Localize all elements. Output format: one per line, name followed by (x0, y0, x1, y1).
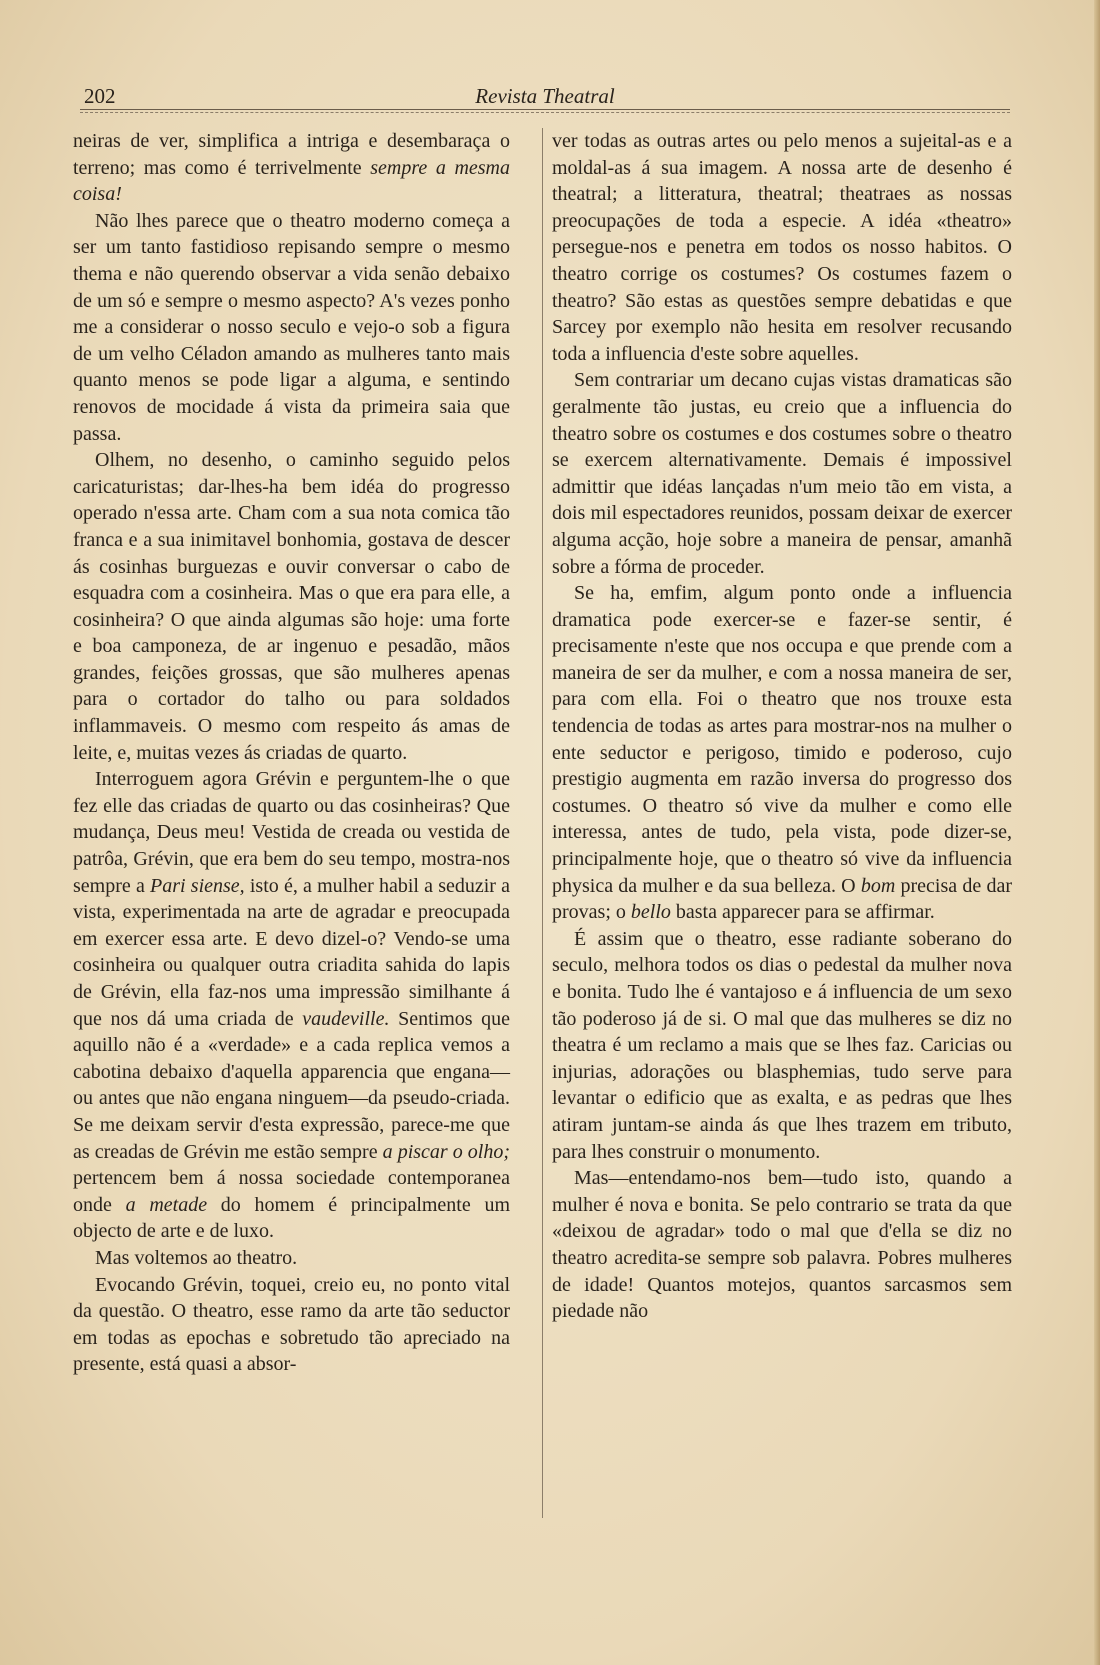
paragraph: Se ha, emfim, algum ponto onde a influencia dramatica pode exercer-se e fazer-se sentir, é precisamente n'este que nos occupa e que prende com a maneira de ser da mulher, e com a nossa maneira de ser, para com ella. Foi o theatro que nos trouxe esta tendencia de todas as artes para mostrar-nos na mulher o ente seductor e perigoso, timido e poderoso, cujo prestigio augmenta em razão inversa do progresso dos costumes. O theatro só vive da mulher e como elle interessa, antes de tudo, pela vista, pode dizer-se, principalmente hoje, que o theatro só vive da influencia physica da mulher e da sua belleza. O bom precisa de dar provas; o bello basta apparecer para se affirmar. (552, 582, 1012, 924)
paragraph: Evocando Grévin, toquei, creio eu, no ponto vital da questão. O theatro, esse ramo da arte tão seductor em todas as epochas e sobretudo tão apreciado na presente, está quasi a absor- (73, 1273, 510, 1376)
header-rule-dashed (80, 112, 1010, 113)
header-rule (80, 109, 1010, 110)
paragraph: É assim que o theatro, esse radiante soberano do seculo, melhora todos os dias o pedestal da mulher nova e bonita. Tudo lhe é vantajoso e á influencia de um sexo tão poderoso já de si. O mal que das mulheres se diz no theatra é um reclamo a mais que se lhes faz. Caricias ou injurias, adorações ou blasphemias, tudo serve para levantar o edificio que as exalta, e as pedras que lhes atiram juntam-se ainda ás que lhes trazem em tributo, para lhes construir o monumento. (552, 927, 1012, 1163)
page-edge (1094, 0, 1100, 1665)
paragraph: Mas voltemos ao theatro. (95, 1246, 298, 1269)
left-column (73, 128, 510, 1378)
right-column (552, 128, 1012, 1325)
running-header (80, 84, 1010, 110)
paragraph: Olhem, no desenho, o caminho seguido pelos caricaturistas; dar-lhes-ha bem idéa do progresso operado n'essa arte. Cham com a sua nota comica tão franca e a sua inimitavel bonhomia, gostava de descer ás cosinhas burguezas e ouvir conversar o cabo de esquadra com a cosinheira. Mas o que era para elle, a cosinheira? O que ainda algumas são hoje: uma forte e boa camponeza, de ar ingenuo e pesadão, mãos grandes, feições grossas, que são mulheres apenas para o cortador do talho ou para soldados inflammaveis. O mesmo com respeito ás amas de leite, e, muitas vezes ás criadas de quarto. (73, 449, 510, 764)
paragraph: Sem contrariar um decano cujas vistas dramaticas são geralmente tão justas, eu creio que a influencia do theatro sobre os costumes e dos costumes sobre o theatro se exercem alternativamente. Demais é impossivel admittir que idéas lançadas n'um meio tão em vista, a dois mil espectadores reunidos, possam deixar de exercer alguma acção, hoje sobre a maneira de pensar, amanhã sobre a fórma de proceder. (552, 369, 1012, 578)
paragraph: Não lhes parece que o theatro moderno começa a ser um tanto fastidioso repisando sempre o mesmo thema e não querendo observar a vida senão debaixo de um só e sempre o mesmo aspecto? A's vezes ponho me a considerar o nosso seculo e vejo-o sob a figura de um velho Céladon amando as mulheres tanto mais quanto menos se pode ligar a alguma, e sentindo renovos de mocidade á vista da primeira saia que passa. (73, 209, 510, 445)
column-divider (542, 128, 543, 1518)
paragraph: Mas—entendamo-nos bem—tudo isto, quando a mulher é nova e bonita. Se pelo contrario se trata da que «deixou de agradar» todo o mal que d'ella se diz no theatro acredita-se sempre sob palavra. Pobres mulheres de idade! Quantos motejos, quantos sarcasmos sem piedade não (552, 1167, 1012, 1323)
page-number: 202 (84, 84, 116, 108)
paragraph: ver todas as outras artes ou pelo menos a sujeital-as e a moldal-as á sua imagem. A nossa arte de desenho é theatral; a litteratura, theatral; theatraes as nossas preocupações de toda a especie. A idéa «theatro» persegue-nos e penetra em todos os nosso habitos. O theatro corrige os costumes? Os costumes fazem o theatro? São estas as questões sempre debatidas e que Sarcey por exemplo não hesita em resolver recusando toda a influencia d'este sobre aquelles. (552, 130, 1012, 365)
paragraph: Interroguem agora Grévin e perguntem-lhe o que fez elle das criadas de quarto ou das cosinheiras? Que mudança, Deus meu! Vestida de creada ou vestida de patrôa, Grévin, que era bem do seu tempo, mostra-nos sempre a Pari siense, isto é, a mulher habil a seduzir a vista, experimentada na arte de agradar e preocupada em exercer essa arte. E devo dizel-o? Vendo-se uma cosinheira ou qualquer outra criadita sahida do lapis de Grévin, ella faz-nos uma impressão similhante á que nos dá uma criada de vaudeville. Sentimos que aquillo não é a «verdade» e a cada replica vemos a cabotina debaixo d'aquella apparencia que engana—ou antes que não engana ninguem—da pseudo-criada. Se me deixam servir d'esta expressão, parece-me que as creadas de Grévin me estão sempre a piscar o olho; pertencem bem á nossa sociedade contemporanea onde a metade do homem é principalmente um objecto de arte e de luxo. (73, 768, 511, 1243)
journal-title: Revista Theatral (475, 84, 615, 108)
paragraph: neiras de ver, simplifica a intriga e desembaraça o terreno; mas como é terrivelmente sempre a mesma coisa! (73, 130, 511, 206)
